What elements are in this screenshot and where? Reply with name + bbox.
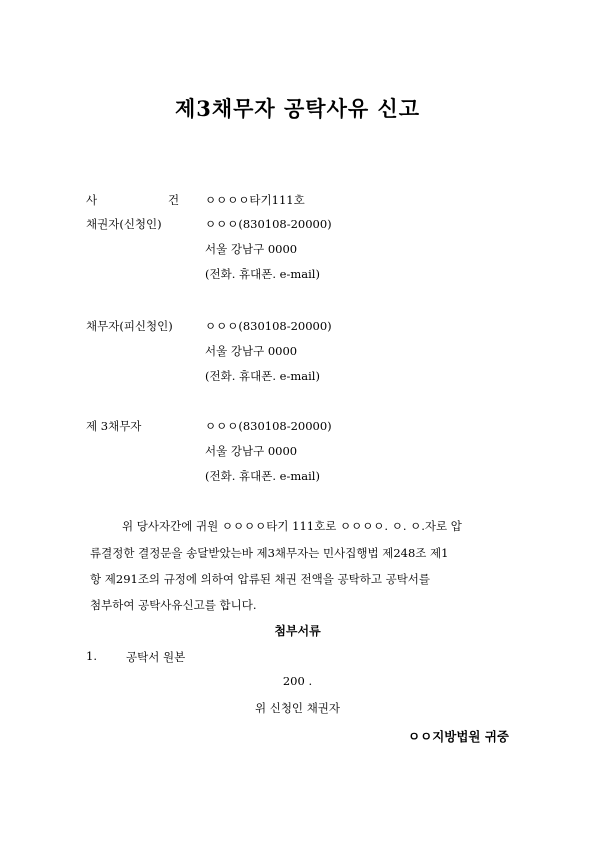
body-line-1: 위 당사자간에 귀원 ㅇㅇㅇㅇ타기 111호로 ㅇㅇㅇㅇ. ㅇ. ㅇ.자로 압 xyxy=(122,519,462,533)
court-recipient: ㅇㅇ지방법원 귀중 xyxy=(408,729,509,744)
date-line: 200 . xyxy=(282,674,313,688)
third-debtor-name: ㅇㅇㅇ(830108-20000) xyxy=(205,419,332,433)
debtor-name: ㅇㅇㅇ(830108-20000) xyxy=(205,319,332,333)
third-debtor-label: 제 3채무자 xyxy=(86,419,142,433)
attachment-number: 1. xyxy=(86,649,97,663)
document-title: 제3채무자 공탁사유 신고 xyxy=(174,96,421,121)
creditor-address: 서울 강남구 0000 xyxy=(205,242,298,256)
case-label-first: 사 xyxy=(86,193,98,207)
creditor-contact: (전화. 휴대폰. e-mail) xyxy=(205,267,320,281)
case-label-second: 건 xyxy=(168,193,180,207)
signer-line: 위 신청인 채권자 xyxy=(254,701,341,715)
debtor-contact: (전화. 휴대폰. e-mail) xyxy=(205,369,320,383)
creditor-name: ㅇㅇㅇ(830108-20000) xyxy=(205,217,332,231)
debtor-label: 채무자(피신청인) xyxy=(86,319,173,333)
attachment-text: 공탁서 원본 xyxy=(126,650,186,664)
body-line-2: 류결정한 결정문을 송달받았는바 제3채무자는 민사집행법 제248조 제1 xyxy=(90,546,449,560)
creditor-label: 채권자(신청인) xyxy=(86,217,162,231)
third-debtor-address: 서울 강남구 0000 xyxy=(205,444,298,458)
case-number: ㅇㅇㅇㅇ타기111호 xyxy=(205,193,305,207)
third-debtor-contact: (전화. 휴대폰. e-mail) xyxy=(205,469,320,483)
body-line-4: 첨부하여 공탁사유신고를 합니다. xyxy=(90,598,257,612)
body-line-3: 항 제291조의 규정에 의하여 압류된 채권 전액을 공탁하고 공탁서를 xyxy=(90,572,431,586)
attachments-heading: 첨부서류 xyxy=(274,624,321,638)
debtor-address: 서울 강남구 0000 xyxy=(205,344,298,358)
